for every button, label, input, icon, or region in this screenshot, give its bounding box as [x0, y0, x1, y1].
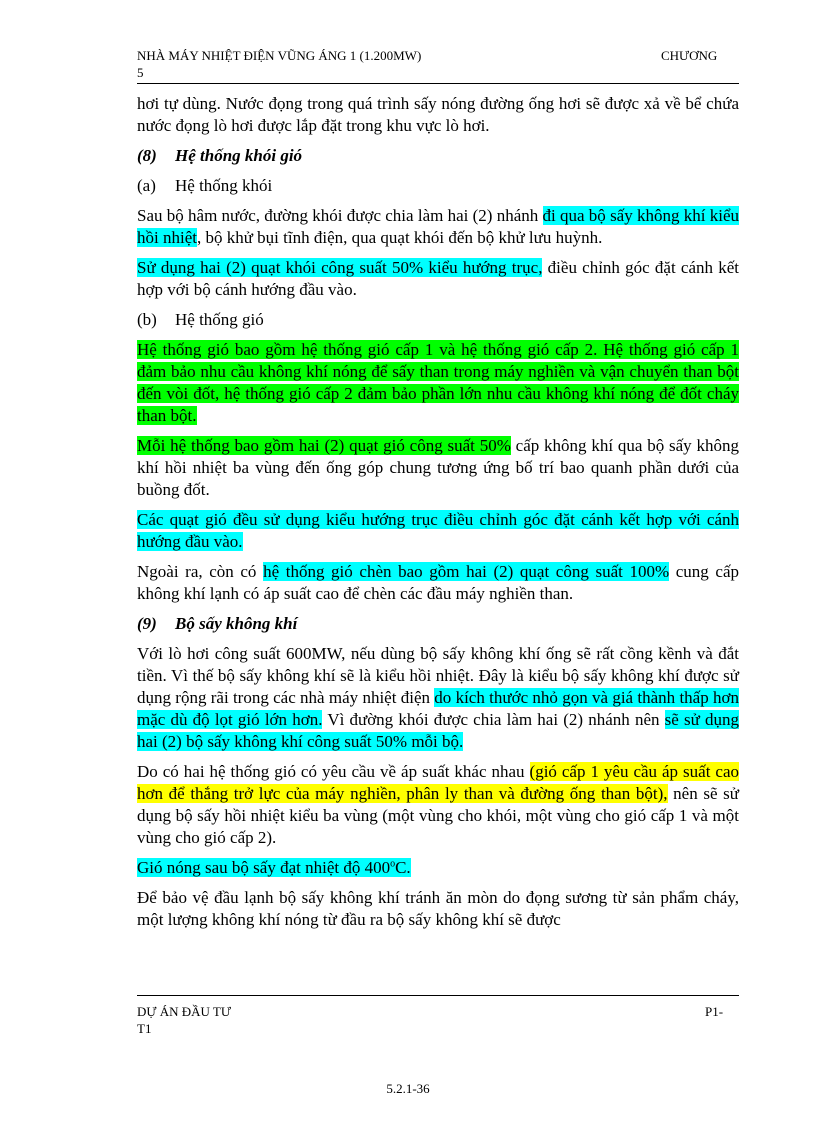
subsection-number: (b) [137, 310, 157, 329]
subsection-title: Hệ thống gió [175, 310, 264, 329]
highlighted-text: hệ thống gió chèn bao gồm hai (2) quạt công suất 100% [263, 562, 670, 581]
subsection-heading-a [137, 175, 739, 197]
subsection-title: Hệ thống khói [175, 176, 273, 195]
paragraph [137, 339, 739, 427]
page-number: 5.2.1-36 [386, 1081, 430, 1096]
header-divider [137, 83, 739, 84]
paragraph: Sau bộ hâm nước, đường khói được chia làm hai (2) nhánh đi qua bộ sấy không khí kiểu hồi nhiệt, bộ khử bụi tĩnh điện, qua quạt khói đến bộ khử lưu huỳnh. [137, 206, 739, 247]
subsection-number: (a) [137, 176, 156, 195]
paragraph: Sử dụng hai (2) quạt khói công suất 50% kiểu hướng trục, điều chỉnh góc đặt cánh kết hợp với bộ cánh hướng đầu vào. [137, 258, 739, 299]
paragraph [137, 509, 739, 553]
header-chapter: CHƯƠNG [661, 48, 718, 63]
paragraph: Để bảo vệ đầu lạnh bộ sấy không khí tránh ăn mòn do đọng sương từ sản phẩm cháy, một lượng không khí nóng từ đầu ra bộ sấy không khí sẽ được [137, 888, 739, 929]
section-number: (8) [137, 146, 157, 165]
section-heading-8 [137, 145, 739, 167]
paragraph [137, 857, 739, 879]
highlighted-text: đi qua bộ sấy không khí kiểu hồi nhiệt [137, 206, 739, 247]
paragraph: hơi tự dùng. Nước đọng trong quá trình sấy nóng đường ống hơi sẽ được xả về bể chứa nước đọng lò hơi được lắp đặt trong khu vực lò hơi. [137, 94, 739, 135]
highlighted-text: do kích thước nhỏ gọn và giá thành thấp hơn mặc dù độ lọt gió lớn hơn. [137, 688, 739, 729]
highlighted-text: Gió nóng sau bộ sấy đạt nhiệt độ 400$^o$C. [137, 858, 411, 877]
section-title: Hệ thống khói gió [175, 146, 303, 165]
paragraph: Với lò hơi công suất 600MW, nếu dùng bộ sấy không khí ống sẽ rất cồng kềnh và đắt tiền. Vì thế bộ sấy không khí sẽ là kiểu hồi nhiệt. Đây là kiểu bộ sấy không khí được sử dụng rộng rãi trong các nhà máy nhiệt điện do kích thước nhỏ gọn và giá thành thấp hơn mặc dù độ lọt gió lớn hơn. Vì đường khói được chia làm hai (2) nhánh nên sẽ sử dụng hai (2) bộ sấy không khí công suất 50% mỗi bộ. [137, 644, 739, 751]
header-chapter-number: 5 [137, 65, 144, 80]
section-number: (9) [137, 614, 157, 633]
highlighted-text: sẽ sử dụng hai (2) bộ sấy không khí công suất 50% mỗi bộ. [137, 710, 739, 751]
section-heading-9 [137, 613, 739, 635]
document-body [137, 93, 739, 939]
header-title: NHÀ MÁY NHIỆT ĐIỆN VŨNG ÁNG 1 (1.200MW) [137, 48, 422, 63]
paragraph: Mỗi hệ thống bao gồm hai (2) quạt gió công suất 50% cấp không khí qua bộ sấy không khí hồi nhiệt ba vùng đến ống góp chung tương ứng bố trí bao quanh phần dưới của buồng đốt. [137, 436, 739, 499]
highlighted-text: Sử dụng hai (2) quạt khói công suất 50% kiểu hướng trục, [137, 258, 543, 277]
footer-project: DỰ ÁN ĐẦU TƯ [137, 1004, 231, 1019]
highlighted-text: Các quạt gió đều sử dụng kiểu hướng trục điều chỉnh góc đặt cánh kết hợp với cánh hướng đầu vào. [137, 510, 739, 551]
paragraph: Do có hai hệ thống gió có yêu cầu về áp suất khác nhau (gió cấp 1 yêu cầu áp suất cao hơn để thắng trở lực của máy nghiền, phân ly than và đường ống than bột), nên sẽ sử dụng bộ sấy hồi nhiệt kiểu ba vùng (một vùng cho khói, một vùng cho gió cấp 1 và một vùng cho gió cấp 2). [137, 762, 739, 847]
section-title: Bộ sấy không khí [175, 614, 298, 633]
footer-code: P1- [705, 1004, 724, 1019]
paragraph: Ngoài ra, còn có hệ thống gió chèn bao gồm hai (2) quạt công suất 100% cung cấp không khí lạnh có áp suất cao để chèn các đầu máy nghiền than. [137, 562, 740, 603]
highlighted-text: (gió cấp 1 yêu cầu áp suất cao hơn để thắng trở lực của máy nghiền, phân ly than và đường ống than bột), [137, 762, 739, 803]
subsection-heading-b [137, 309, 739, 331]
footer-project-cont: T1 [137, 1021, 152, 1036]
highlighted-text: Mỗi hệ thống bao gồm hai (2) quạt gió công suất 50% [137, 436, 511, 455]
highlighted-text: Hệ thống gió bao gồm hệ thống gió cấp 1 và hệ thống gió cấp 2. Hệ thống gió cấp 1 đảm bảo nhu cầu không khí nóng để sấy than trong máy nghiền và vận chuyển than bột đến vòi đốt, hệ thống gió cấp 2 đảm bảo phần lớn nhu cầu không khí nóng để đốt cháy than bột. [137, 340, 739, 425]
footer-divider [137, 995, 739, 996]
